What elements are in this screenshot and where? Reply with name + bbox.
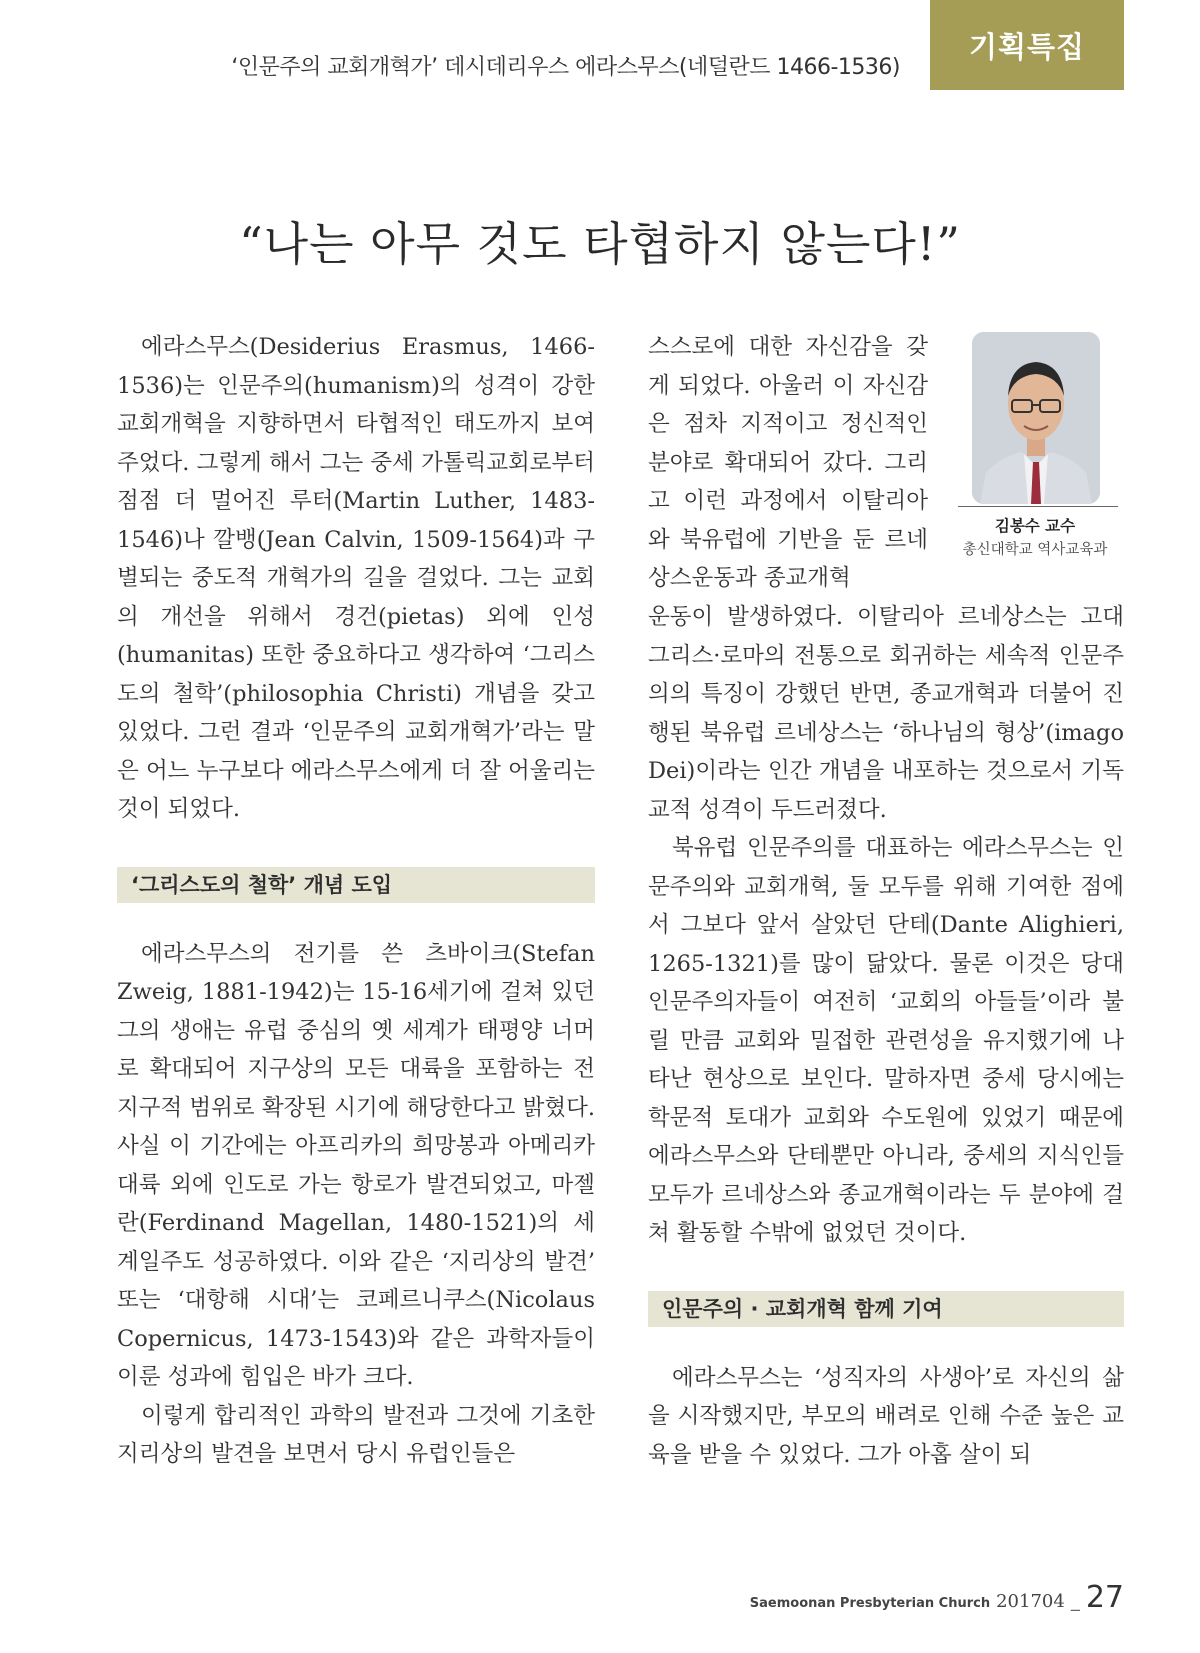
section-tab: 기획특집 [930,0,1124,90]
footer-church: Saemoonan Presbyterian Church [749,1596,991,1611]
paragraph: 에라스무스(Desiderius Erasmus, 1466-1536)는 인문주의(humanism)의 성격이 강한 교회개혁을 지향하면서 타협적인 태도까지 보여주었다. 그렇게 해서 그는 중세 가톨릭교회로부터 점점 더 멀어진 루터(Martin Luther, 1483-1546)나 깔뱅(Jean Calvin, 1509-1564)과 구별되는 중도적 개혁가의 길을 걸었다. 그는 교회의 개선을 위해서 경건(pietas) 외에 인성(humanitas) 또한 중요하다고 생각하여 ‘그리스도의 철학’(philosophia Christi) 개념을 갖고 있었다. 그런 결과 ‘인문주의 교회개혁가’라는 말은 어느 누구보다 에라스무스에게 더 잘 어울리는 것이 되었다. [117,334,595,822]
author-affiliation: 총신대학교 역사교육과 [962,542,1108,558]
page-footer [750,1580,1124,1615]
running-header: ‘인문주의 교회개혁가’ 데시데리우스 에라스무스(네덜란드 1466-1536) [231,55,900,80]
author-name: 김봉수 교수 [994,517,1076,535]
left-column [117,328,595,1474]
page-number: 27 [1085,1580,1124,1615]
subheading: ‘그리스도의 철학’ 개념 도입 [117,867,595,903]
author-portrait-icon [972,332,1100,504]
right-column-top [648,328,928,598]
paragraph: 북유럽 인문주의를 대표하는 에라스무스는 인문주의와 교회개혁, 둘 모두를 위해 기여한 점에서 그보다 앞서 살았던 단테(Dante Alighieri, 1265-1321)를 많이 닮았다. 물론 이것은 당대 인문주의자들이 여전히 ‘교회의 아들들’이라 불릴 만큼 교회와 밀접한 관련성을 유지했기에 나타난 현상으로 보인다. 말하자면 중세 당시에는 학문적 토대가 교회와 수도원에 있었기 때문에 에라스무스와 단테뿐만 아니라, 중세의 지식인들 모두가 르네상스와 종교개혁이라는 두 분야에 걸쳐 활동할 수밖에 없었던 것이다. [648,835,1124,1246]
paragraph: 이렇게 합리적인 과학의 발전과 그것에 기초한 지리상의 발견을 보면서 당시 유럽인들은 [117,1402,595,1467]
paragraph: 운동이 발생하였다. 이탈리아 르네상스는 고대 그리스·로마의 전통으로 회귀하는 세속적 인문주의의 특징이 강했던 반면, 종교개혁과 더불어 진행된 북유럽 르네상스는 ‘하나님의 형상’(imago Dei)이라는 인간 개념을 내포하는 것으로서 기독교적 성격이 두드러졌다. [648,604,1124,823]
right-column [648,598,1124,1474]
footer-separator: _ [1070,1591,1080,1612]
author-divider [958,506,1118,507]
footer-issue: 201704 [996,1591,1065,1612]
article-title: “나는 아무 것도 타협하지 않는다!” [239,217,961,271]
paragraph: 에라스무스는 ‘성직자의 사생아’로 자신의 삶을 시작했지만, 부모의 배려로 인해 수준 높은 교육을 받을 수 있었다. 그가 아홉 살이 되 [648,1364,1124,1468]
paragraph: 스스로에 대한 자신감을 갖게 되었다. 아울러 이 자신감은 점차 지적이고 정신적인 분야로 확대되어 갔다. 그리고 이런 과정에서 이탈리아와 북유럽에 기반을 둔 르네상스운동과 종교개혁 [648,334,928,591]
paragraph: 에라스무스의 전기를 쓴 츠바이크(Stefan Zweig, 1881-1942)는 15-16세기에 걸쳐 있던 그의 생애는 유럽 중심의 옛 세계가 태평양 너머로 확대되어 지구상의 모든 대륙을 포함하는 전 지구적 범위로 확장된 시기에 해당한다고 밝혔다. 사실 이 기간에는 아프리카의 희망봉과 아메리카 대륙 외에 인도로 가는 항로가 발견되었고, 마젤란(Ferdinand Magellan, 1480-1521)의 세계일주도 성공하였다. 이와 같은 ‘지리상의 발견’ 또는 ‘대항해 시대’는 코페르니쿠스(Nicolaus Copernicus, 1473-1543)와 같은 과학자들이 이룬 성과에 힘입은 바가 크다. [117,940,595,1390]
subheading: 인문주의 · 교회개혁 함께 기여 [648,1291,1124,1327]
